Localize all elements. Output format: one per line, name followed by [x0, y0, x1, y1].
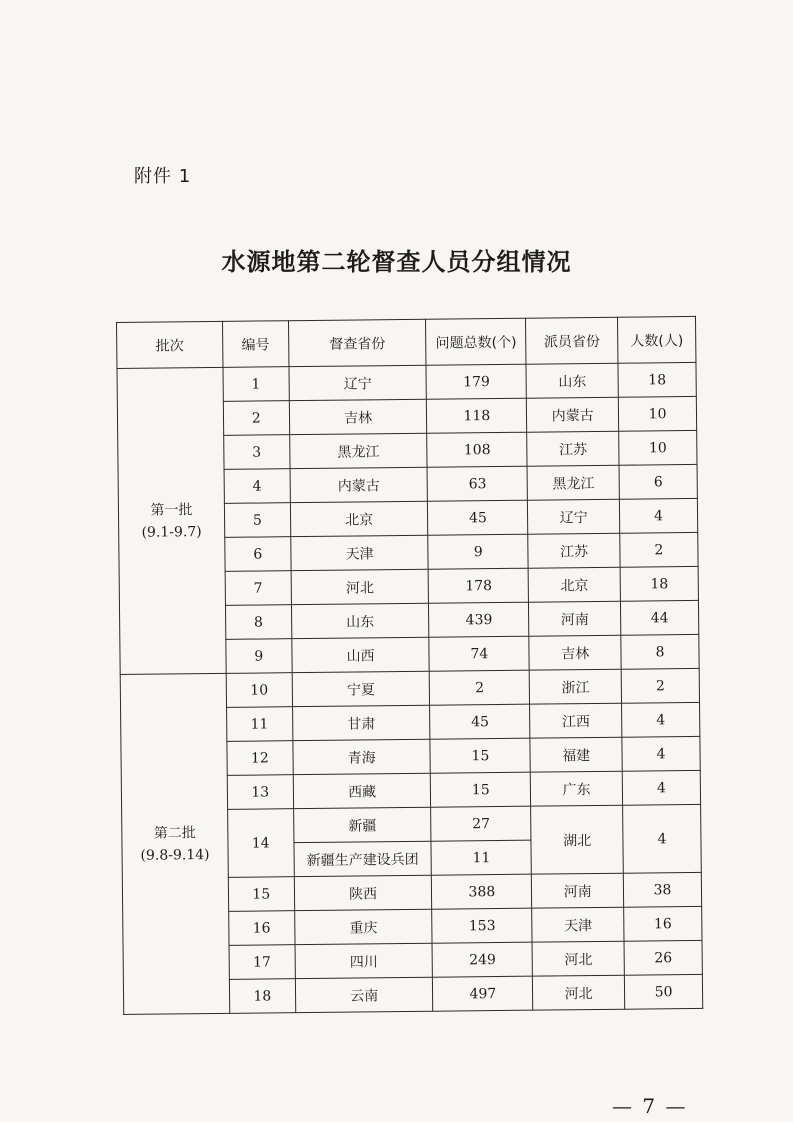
dispatching-province-cell: 吉林: [529, 635, 621, 670]
inspected-province-cell: 山东: [291, 603, 429, 638]
people-count-cell: 6: [619, 464, 697, 499]
number-cell: 1: [223, 367, 289, 402]
issue-count-cell: 2: [430, 670, 530, 705]
issue-count-cell: 439: [429, 602, 529, 637]
people-count-cell: 44: [621, 600, 699, 635]
issue-count-cell: 11: [431, 840, 531, 875]
people-count-cell: 4: [623, 804, 702, 873]
issue-count-cell: 9: [428, 534, 528, 569]
batch-dates: (9.8-9.14): [140, 846, 210, 864]
people-count-cell: 18: [620, 566, 698, 601]
document-title: 水源地第二轮督查人员分组情况: [221, 248, 572, 276]
number-cell: 13: [227, 775, 293, 810]
column-header-inspected-province: 督查省份: [288, 319, 426, 366]
issue-count-cell: 497: [433, 976, 533, 1011]
issue-count-cell: 45: [428, 500, 528, 535]
column-header-batch: 批次: [117, 321, 223, 368]
issue-count-cell: 27: [431, 806, 531, 841]
dispatching-province-cell: 河南: [532, 873, 624, 908]
issue-count-cell: 178: [429, 568, 529, 603]
people-count-cell: 4: [622, 736, 700, 771]
inspected-province-cell: 甘肃: [292, 705, 430, 740]
dispatching-province-cell: 浙江: [529, 669, 621, 704]
dispatching-province-cell: 河北: [532, 941, 624, 976]
number-cell: 9: [226, 639, 292, 674]
batch-cell: [117, 367, 226, 674]
issue-count-cell: 45: [430, 704, 530, 739]
number-cell: 16: [229, 911, 295, 946]
batch-name: 第二批: [153, 824, 196, 842]
batch-name: 第一批: [150, 501, 193, 519]
issue-count-cell: 153: [432, 908, 532, 943]
page-number: — 7 —: [612, 1094, 688, 1118]
dispatching-province-cell: 河北: [533, 975, 625, 1010]
inspected-province-cell: 辽宁: [289, 365, 427, 400]
column-header-people-count: 人数(人): [618, 316, 696, 363]
issue-count-cell: 15: [430, 738, 530, 773]
people-count-cell: 2: [620, 532, 698, 567]
inspected-province-cell: 云南: [295, 977, 433, 1012]
people-count-cell: 10: [618, 396, 696, 431]
column-header-issue-count: 问题总数(个): [426, 318, 526, 365]
number-cell: 12: [227, 741, 293, 776]
people-count-cell: 16: [624, 906, 702, 941]
attachment-label: 附件 1: [134, 166, 192, 187]
dispatching-province-cell: 河南: [529, 601, 621, 636]
dispatching-province-cell: 广东: [531, 771, 623, 806]
issue-count-cell: 179: [426, 364, 526, 399]
column-header-dispatching-province: 派员省份: [526, 317, 618, 364]
issue-count-cell: 388: [432, 874, 532, 909]
column-header-number: 编号: [222, 321, 288, 368]
number-cell: 11: [226, 707, 292, 742]
number-cell: 10: [226, 673, 292, 708]
number-cell: 8: [225, 605, 291, 640]
assignment-table: [116, 316, 703, 1015]
people-count-cell: 10: [619, 430, 697, 465]
inspected-province-cell: 黑龙江: [289, 433, 427, 468]
people-count-cell: 4: [622, 770, 700, 805]
inspected-province-cell: 内蒙古: [290, 467, 428, 502]
number-cell: 6: [225, 537, 291, 572]
inspected-province-cell: 西藏: [293, 773, 431, 808]
dispatching-province-cell: 天津: [532, 907, 624, 942]
number-cell: 7: [225, 571, 291, 606]
people-count-cell: 38: [623, 872, 701, 907]
number-cell: 5: [224, 503, 290, 538]
inspected-province-cell: 四川: [295, 943, 433, 978]
dispatching-province-cell: 江苏: [528, 533, 620, 568]
dispatching-province-cell: 内蒙古: [527, 397, 619, 432]
inspected-province-cell: 北京: [290, 501, 428, 536]
inspected-province-cell: 吉林: [289, 399, 427, 434]
dispatching-province-cell: 黑龙江: [527, 465, 619, 500]
people-count-cell: 26: [624, 940, 702, 975]
inspected-province-cell: 河北: [291, 569, 429, 604]
people-count-cell: 50: [624, 974, 702, 1009]
people-count-cell: 18: [618, 362, 696, 397]
issue-count-cell: 118: [427, 398, 527, 433]
number-cell: 18: [229, 979, 295, 1014]
inspected-province-cell: 青海: [293, 739, 431, 774]
number-cell: 15: [228, 877, 294, 912]
number-cell: 2: [223, 401, 289, 436]
people-count-cell: 8: [621, 634, 699, 669]
batch-cell: [120, 673, 229, 1014]
number-cell: 14: [227, 809, 294, 878]
batch-dates: (9.1-9.7): [141, 523, 202, 541]
issue-count-cell: 63: [427, 466, 527, 501]
dispatching-province-cell: 辽宁: [528, 499, 620, 534]
people-count-cell: 4: [619, 498, 697, 533]
table-header-row: [117, 316, 696, 368]
inspected-province-cell: 陕西: [294, 875, 432, 910]
inspected-province-cell: 新疆生产建设兵团: [294, 841, 432, 876]
issue-count-cell: 108: [427, 432, 527, 467]
dispatching-province-cell: 福建: [530, 737, 622, 772]
number-cell: 3: [224, 435, 290, 470]
issue-count-cell: 74: [429, 636, 529, 671]
dispatching-province-cell: 北京: [528, 567, 620, 602]
dispatching-province-cell: 湖北: [531, 805, 624, 874]
inspected-province-cell: 新疆: [293, 807, 431, 842]
issue-count-cell: 15: [431, 772, 531, 807]
dispatching-province-cell: 江苏: [527, 431, 619, 466]
issue-count-cell: 249: [432, 942, 532, 977]
inspected-province-cell: 山西: [292, 637, 430, 672]
inspected-province-cell: 天津: [290, 535, 428, 570]
dispatching-province-cell: 山东: [526, 363, 618, 398]
number-cell: 4: [224, 469, 290, 504]
people-count-cell: 4: [622, 702, 700, 737]
inspected-province-cell: 重庆: [294, 909, 432, 944]
dispatching-province-cell: 江西: [530, 703, 622, 738]
inspected-province-cell: 宁夏: [292, 671, 430, 706]
number-cell: 17: [229, 945, 295, 980]
people-count-cell: 2: [621, 668, 699, 703]
